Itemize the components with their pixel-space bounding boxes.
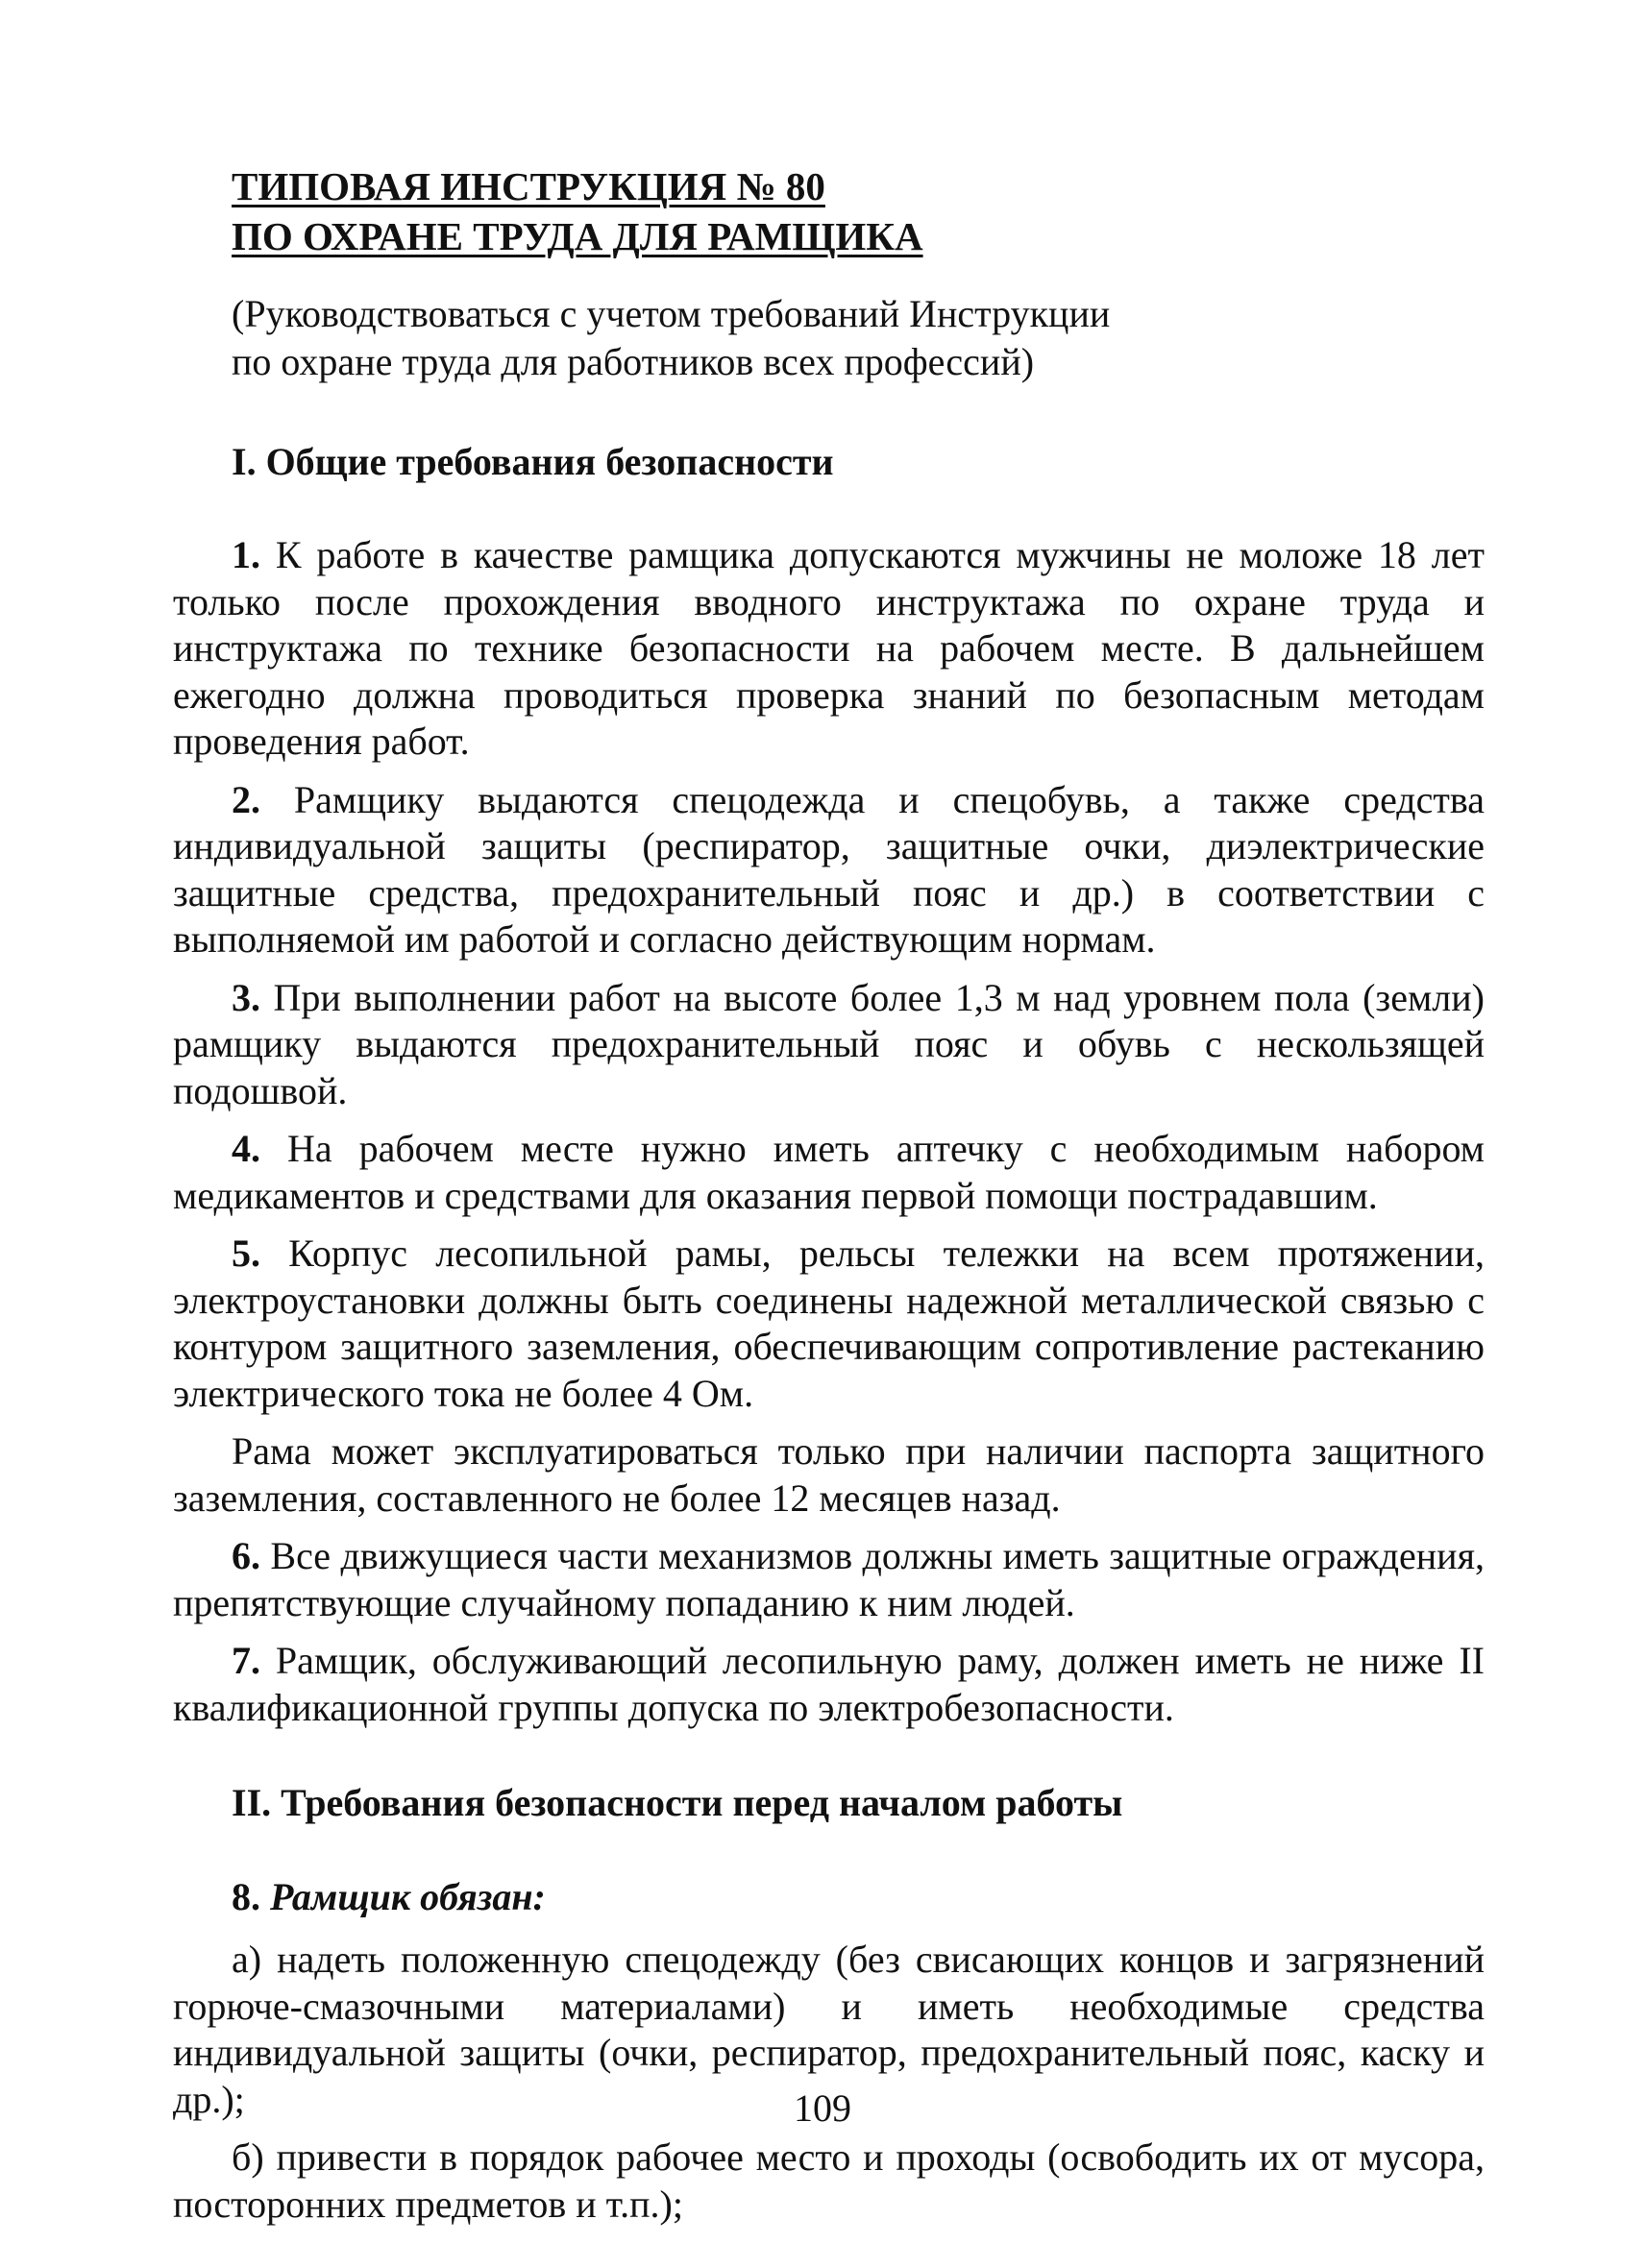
item-number: 2. bbox=[232, 777, 260, 821]
page-number: 109 bbox=[794, 2086, 851, 2130]
section-heading-general: I. Общие требования безопасности bbox=[232, 440, 834, 483]
item-number: 4. bbox=[232, 1127, 260, 1170]
paragraph-item-3 bbox=[173, 975, 1485, 1115]
item-number: 1. bbox=[232, 533, 260, 576]
section-heading-before-work: II. Требования безопасности перед началом работы bbox=[232, 1781, 1123, 1824]
paragraph-item-5-continued bbox=[173, 1428, 1485, 1522]
guidance-note bbox=[232, 290, 1485, 386]
item-number: 7. bbox=[232, 1639, 260, 1682]
paragraph-item-7 bbox=[173, 1638, 1485, 1731]
item-number: 3. bbox=[232, 975, 260, 1019]
item-number: 8. bbox=[232, 1875, 260, 1918]
item-text: Корпус лесопильной рамы, рельсы тележки на всем протяжении, электроустановки должны быть соединены надежной металлической связью с контуром защитного заземления, обеспечивающим сопротивление растеканию электрического тока не более 4 Ом. bbox=[173, 1232, 1485, 1415]
paragraph-item-6 bbox=[173, 1533, 1485, 1626]
item-8-heading bbox=[232, 1873, 1485, 1921]
document-title bbox=[232, 161, 1485, 261]
document-page bbox=[173, 161, 1485, 2228]
item-text: При выполнении работ на высоте более 1,3 м над уровнем пола (земли) рамщику выдаются предохранительный пояс и обувь с нескользящей подошвой. bbox=[173, 975, 1485, 1112]
paragraph-item-2 bbox=[173, 777, 1485, 963]
item-text: Рамщик, обслуживающий лесопильную раму, должен иметь не ниже II квалификационной группы допуска по электробезопасности. bbox=[173, 1639, 1485, 1729]
title-line-2: ПО ОХРАНЕ ТРУДА ДЛЯ РАМЩИКА bbox=[232, 214, 923, 258]
item-8-label: Рамщик обязан: bbox=[270, 1875, 546, 1918]
item-number: 6. bbox=[232, 1534, 260, 1577]
note-line-1: (Руководствоваться с учетом требований Инструкции bbox=[232, 292, 1111, 335]
item-text: Рама может эксплуатироваться только при наличии паспорта защитного заземления, составленного не более 12 месяцев назад. bbox=[173, 1429, 1485, 1520]
subitem-b: б) привести в порядок рабочее место и проходы (освободить их от мусора, посторонних предметов и т.п.); bbox=[173, 2135, 1485, 2226]
subitem-a: а) надеть положенную спецодежду (без свисающих концов и загрязнений горюче-смазочными материалами) и иметь необходимые средства индивидуальной защиты (очки, респиратор, предохранительный пояс, каску и др.); bbox=[173, 1938, 1485, 2121]
item-text: К работе в качестве рамщика допускаются мужчины не моложе 18 лет только после прохождения вводного инструктажа по охране труда и инструктажа по технике безопасности на рабочем месте. В дальнейшем ежегодно должна проводиться проверка знаний по безопасным методам проведения работ. bbox=[173, 533, 1485, 763]
item-text: На рабочем месте нужно иметь аптечку с необходимым набором медикаментов и средствами для оказания первой помощи пострадавшим. bbox=[173, 1127, 1485, 1217]
title-line-1: ТИПОВАЯ ИНСТРУКЦИЯ № 80 bbox=[232, 164, 825, 208]
item-number: 5. bbox=[232, 1232, 260, 1275]
note-line-2: по охране труда для работников всех профессий) bbox=[232, 340, 1035, 383]
paragraph-item-5 bbox=[173, 1231, 1485, 1417]
paragraph-item-4 bbox=[173, 1126, 1485, 1219]
item-text: Все движущиеся части механизмов должны иметь защитные ограждения, препятствующие случайному попаданию к ним людей. bbox=[173, 1534, 1485, 1624]
paragraph-item-1 bbox=[173, 532, 1485, 766]
item-text: Рамщику выдаются спецодежда и спецобувь, а также средства индивидуальной защиты (респиратор, защитные очки, диэлектрические защитные средства, предохранительный пояс и др.) в соответствии с выполняемой им работой и согласно действующим нормам. bbox=[173, 777, 1485, 961]
